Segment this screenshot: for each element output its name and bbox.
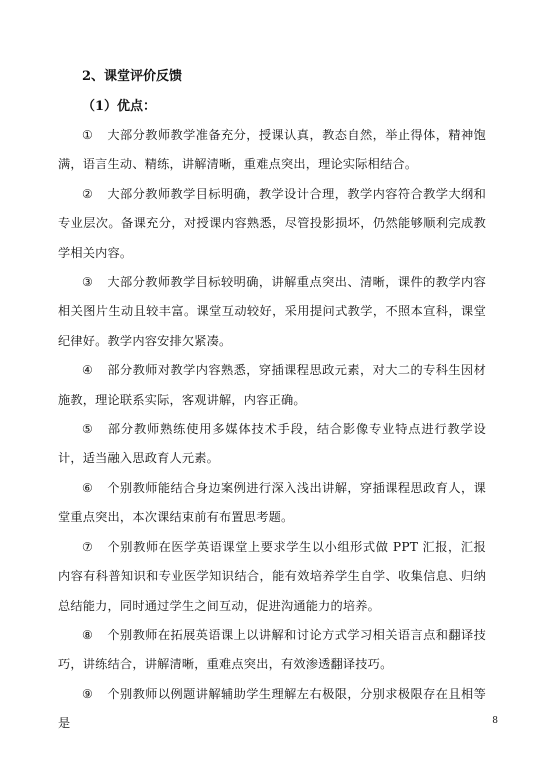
- item-number: ⑤: [82, 422, 94, 437]
- item-text: 个别教师在医学英语课堂上要求学生以小组形式做 PPT 汇报，汇报内容有科普知识和专业医学知识结合，能有效培养学生自学、收集信息、归纳总结能力，同时通过学生之间互动，促进沟通能力的培养。: [58, 539, 486, 613]
- item-text: 个别教师在拓展英语课上以讲解和讨论方式学习相关语言点和翻译技巧，讲练结合，讲解清晰，重难点突出，有效渗透翻译技巧。: [58, 627, 486, 672]
- item-number: ②: [82, 186, 94, 201]
- list-item-6: [58, 474, 486, 533]
- page-number: 8: [492, 716, 498, 726]
- item-text: 个别教师以例题讲解辅助学生理解左右极限，分别求极限存在且相等是: [58, 686, 486, 731]
- item-text: 个别教师能结合身边案例进行深入浅出讲解，穿插课程思政育人，课堂重点突出，本次课结束前有布置思考题。: [58, 480, 486, 525]
- item-number: ④: [82, 363, 94, 378]
- item-number: ①: [82, 128, 94, 142]
- item-text: 部分教师熟练使用多媒体技术手段，结合影像专业特点进行教学设计，适当融入思政育人元素。: [58, 422, 486, 466]
- list-item-2: [58, 180, 486, 268]
- list-item-1: [58, 121, 486, 180]
- list-item-9: [58, 680, 486, 739]
- list-item-3: [58, 268, 486, 356]
- list-item-4: [58, 356, 486, 415]
- item-text: 部分教师对教学内容熟悉，穿插课程思政元素，对大二的专科生因材施教，理论联系实际，客观讲解，内容正确。: [58, 363, 486, 407]
- item-number: ⑧: [82, 627, 94, 642]
- page-content: [58, 61, 486, 739]
- item-text: 大部分教师教学目标明确，教学设计合理，教学内容符合教学大纲和专业层次。备课充分，对授课内容熟悉，尽管投影损坏，仍然能够顺利完成教学相关内容。: [58, 186, 486, 260]
- item-number: ⑦: [82, 539, 94, 554]
- item-number: ③: [82, 275, 94, 290]
- item-number: ⑨: [82, 686, 94, 701]
- item-text: 大部分教师教学目标较明确，讲解重点突出、清晰，课件的教学内容相关图片生动且较丰富。课堂互动较好，采用提问式教学，不照本宣科，课堂纪律好。教学内容安排欠紧凑。: [58, 275, 486, 348]
- list-item-7: [58, 533, 486, 621]
- section-title: 2、课堂评价反馈: [82, 69, 183, 84]
- item-number: ⑥: [82, 480, 94, 495]
- list-item-5: [58, 415, 486, 474]
- list-item-8: [58, 621, 486, 680]
- item-text: 大部分教师教学准备充分，授课认真，教态自然，举止得体，精神饱满，语言生动、精练，讲解清晰，重难点突出，理论实际相结合。: [58, 128, 486, 172]
- subsection-title: （1）优点：: [82, 99, 157, 114]
